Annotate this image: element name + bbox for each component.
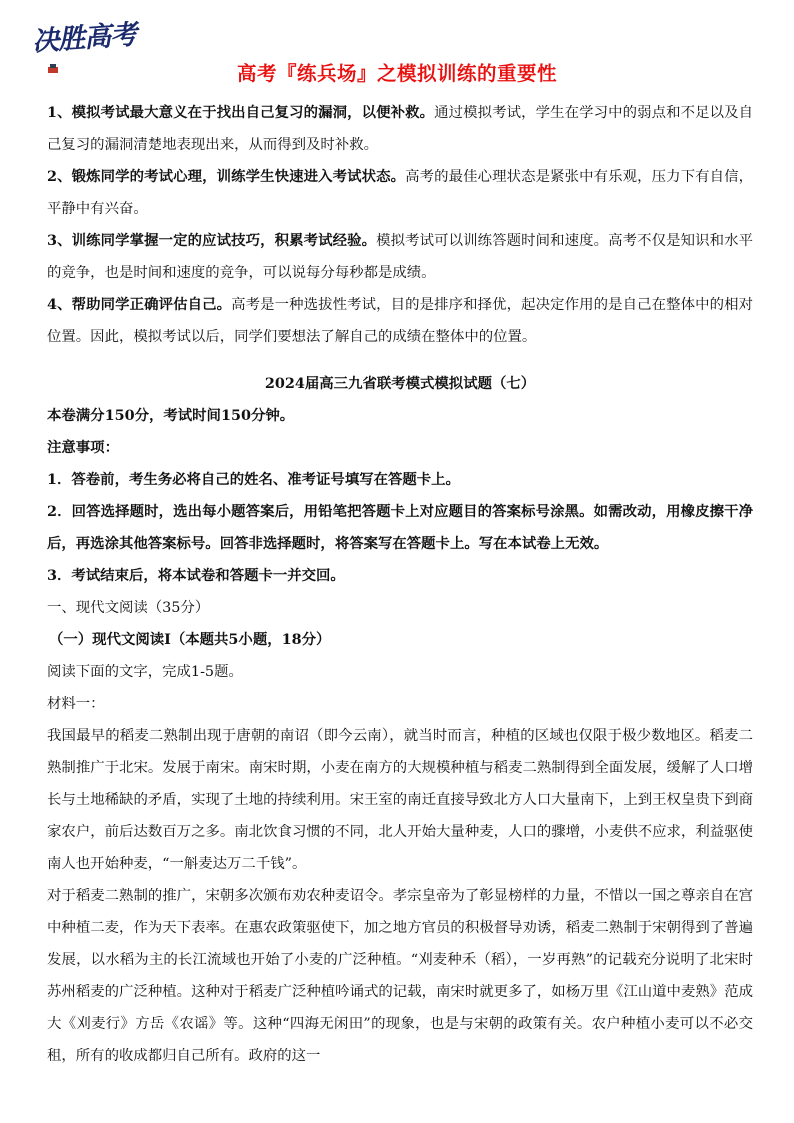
- promo-item-body: 高考是一种选拔性考试，目的是排序和择优，起决定作用的是自己在整体中的相对位置。因此，模拟考试以后，同学们要想法了解自己的成绩在整体中的位置。: [47, 297, 753, 345]
- instruction: 阅读下面的文字，完成1-5题。: [47, 664, 243, 680]
- logo-text: 决胜高考: [31, 19, 138, 58]
- material-paragraph: 我国最早的稻麦二熟制出现于唐朝的南诏（即今云南），就当时而言，种植的区域也仅限于极少数地区。稻麦二熟制推广于北宋。发展于南宋。南宋时期，小麦在南方的大规模种植与稻麦二熟制得到全面发展，缓解了人口增长与土地稀缺的矛盾，实现了土地的持续利用。宋王室的南迁直接导致北方人口大量南下，上到王权皇贵下到商家农户，前后达数百万之多。南北饮食习惯的不同，北人开始大量种麦，人口的骤增，小麦供不应求，利益驱使南人也开始种麦，“一斛麦达万二千钱”。: [47, 728, 753, 872]
- document-body: [47, 97, 753, 1072]
- material-label: 材料一：: [47, 696, 105, 712]
- promo-item: [47, 97, 753, 161]
- score-line: 本卷满分150分，考试时间150分钟。: [47, 407, 295, 424]
- promo-item-body: 通过模拟考试，学生在学习中的弱点和不足以及自己复习的漏洞清楚地表现出来，从而得到及时补救。: [47, 105, 753, 153]
- notice-item: 1．答卷前，考生务必将自己的姓名、准考证号填写在答题卡上。: [47, 471, 460, 488]
- promo-item-body: 模拟考试可以训练答题时间和速度。高考不仅是知识和水平的竞争，也是时间和速度的竞争，可以说每分每秒都是成绩。: [47, 233, 753, 281]
- promo-item-lead: 1、模拟考试最大意义在于找出自己复习的漏洞，以便补救。: [47, 104, 435, 121]
- promo-item: [47, 225, 753, 289]
- promo-item: [47, 289, 753, 353]
- material-paragraph: 对于稻麦二熟制的推广，宋朝多次颁布劝农种麦诏令。孝宗皇帝为了彰显榜样的力量，不惜以一国之尊亲自在宫中种植二麦，作为天下表率。在惠农政策驱使下，加之地方官员的积极督导劝诱，稻麦二熟制于宋朝得到了普遍发展，以水稻为主的长江流域也开始了小麦的广泛种植。“刈麦种禾（稻），一岁再熟”的记载充分说明了北宋时苏州稻麦的广泛种植。这种对于稻麦广泛种植吟诵式的记载，南宋时就更多了，如杨万里《江山道中麦熟》范成大《刈麦行》方岳《农谣》等。这种“四海无闲田”的现象，也是与宋朝的政策有关。农户种植小麦可以不必交租，所有的收成都归自己所有。政府的这一: [47, 888, 753, 1064]
- promo-item-lead: 2、锻炼同学的考试心理，训练学生快速进入考试状态。: [47, 168, 406, 185]
- notice-item: 2．回答选择题时，选出每小题答案后，用铅笔把答题卡上对应题目的答案标号涂黑。如需改动，用橡皮擦干净后，再选涂其他答案标号。回答非选择题时，将答案写在答题卡上。写在本试卷上无效。: [47, 503, 753, 552]
- promo-title: 高考『练兵场』之模拟训练的重要性: [236, 62, 557, 85]
- promo-item: [47, 161, 753, 225]
- notice-label: 注意事项：: [47, 439, 119, 456]
- section-heading: 一、现代文阅读（35分）: [47, 600, 210, 616]
- promo-item-lead: 4、帮助同学正确评估自己。: [47, 296, 232, 313]
- notice-item: 3．考试结束后，将本试卷和答题卡一并交回。: [47, 567, 345, 584]
- exam-title: 2024届高三九省联考模式模拟试题（七）: [264, 375, 536, 392]
- promo-item-lead: 3、训练同学掌握一定的应试技巧，积累考试经验。: [47, 232, 377, 249]
- promo-item-body: 高考的最佳心理状态是紧张中有乐观，压力下有自信，平静中有兴奋。: [47, 169, 753, 217]
- subsection-heading: （一）现代文阅读Ⅰ（本题共5小题，18分）: [49, 631, 331, 648]
